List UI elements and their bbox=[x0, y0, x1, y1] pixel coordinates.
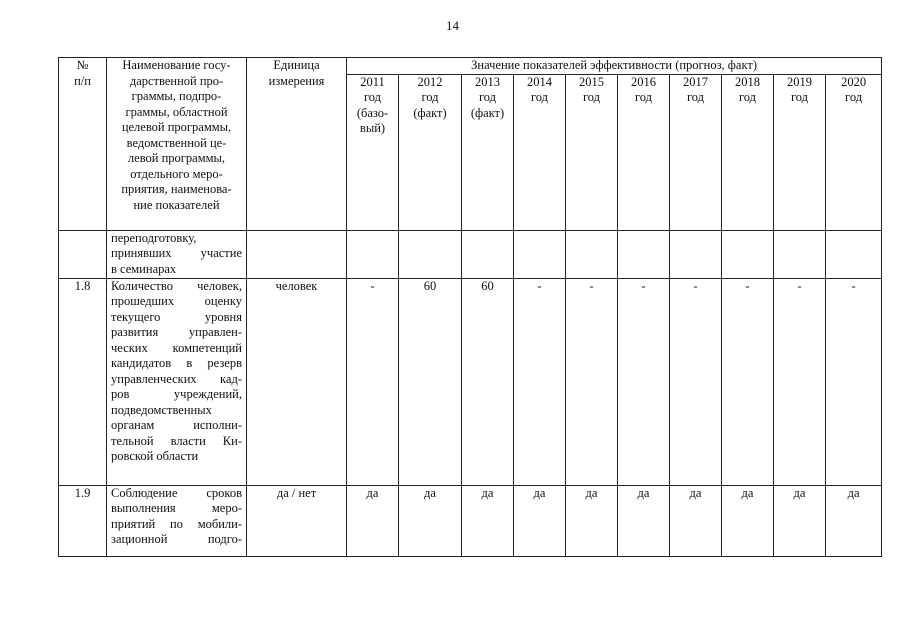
header-year-2014 bbox=[514, 74, 566, 230]
year-label: 2019 bbox=[787, 74, 812, 89]
header-name-line: граммы, подпро- bbox=[131, 89, 222, 103]
header-unit-cell bbox=[247, 58, 347, 231]
value-2015 bbox=[566, 230, 618, 278]
year-note: вый) bbox=[359, 121, 386, 135]
row-unit bbox=[247, 230, 347, 278]
header-name-line: дарственной про- bbox=[129, 73, 224, 88]
indicator-name-line: приятий по мобили- bbox=[111, 516, 242, 531]
header-year-2016 bbox=[618, 74, 670, 230]
year-label: 2015 bbox=[579, 74, 604, 89]
value-2015: да bbox=[566, 485, 618, 556]
value-2016: - bbox=[618, 278, 670, 485]
value-2012: 60 bbox=[399, 278, 462, 485]
year-note: год bbox=[790, 90, 809, 104]
header-num-line2: п/п bbox=[74, 73, 91, 88]
table-row bbox=[59, 230, 882, 278]
header-name-line: Наименование госу- bbox=[122, 58, 231, 72]
row-number: 1.9 bbox=[59, 485, 107, 556]
value-2019: - bbox=[774, 278, 826, 485]
header-num-line1: № bbox=[76, 58, 89, 72]
year-label: 2018 bbox=[735, 74, 760, 89]
value-2017: да bbox=[670, 485, 722, 556]
header-name-line: граммы, областной bbox=[125, 104, 228, 119]
header-row bbox=[59, 58, 882, 75]
value-2020: да bbox=[826, 485, 882, 556]
year-note: год bbox=[582, 90, 601, 104]
year-label: 2020 bbox=[841, 74, 867, 89]
header-year-2019 bbox=[774, 74, 826, 230]
value-2012 bbox=[399, 230, 462, 278]
row-indicator-name bbox=[107, 278, 247, 485]
indicator-name-line: органам исполни- bbox=[111, 418, 242, 432]
header-values-title: Значение показателей эффективности (прогноз, факт) bbox=[347, 58, 882, 75]
value-2020: - bbox=[826, 278, 882, 485]
value-2017: - bbox=[670, 278, 722, 485]
year-note: год bbox=[478, 90, 497, 104]
year-label: 2011 bbox=[360, 74, 385, 89]
value-2017 bbox=[670, 230, 722, 278]
year-note: год bbox=[686, 90, 705, 104]
header-name-line: левой программы, bbox=[127, 151, 226, 165]
header-unit-line1: Единица bbox=[273, 58, 320, 72]
indicator-name-line: подведомственных bbox=[111, 402, 212, 417]
year-note: год bbox=[634, 90, 653, 104]
row-indicator-name bbox=[107, 230, 247, 278]
row-number bbox=[59, 230, 107, 278]
row-number: 1.8 bbox=[59, 278, 107, 485]
indicator-name-line: развития управлен- bbox=[111, 325, 242, 339]
indicator-name-line: ровской области bbox=[111, 449, 199, 463]
value-2014 bbox=[514, 230, 566, 278]
header-year-2011 bbox=[347, 74, 399, 230]
page-number: 14 bbox=[446, 18, 459, 33]
value-2013 bbox=[462, 230, 514, 278]
value-2015: - bbox=[566, 278, 618, 485]
header-unit-line2: измерения bbox=[268, 73, 325, 88]
value-2018: - bbox=[722, 278, 774, 485]
header-name-cell bbox=[107, 58, 247, 231]
row-unit: человек bbox=[247, 278, 347, 485]
indicator-name-line: переподготовку, bbox=[111, 230, 197, 245]
year-label: 2016 bbox=[631, 74, 656, 89]
year-note: год bbox=[421, 90, 439, 104]
indicator-name-line: тельной власти Ки- bbox=[111, 433, 242, 448]
year-note: (базо- bbox=[356, 105, 389, 120]
indicator-name-line: прошедших оценку bbox=[111, 294, 242, 308]
indicator-name-line: кандидатов в резерв bbox=[111, 356, 242, 370]
indicator-name-line: Количество человек, bbox=[111, 278, 242, 293]
year-label: 2017 bbox=[683, 74, 708, 89]
value-2012: да bbox=[399, 485, 462, 556]
header-year-2015 bbox=[566, 74, 618, 230]
header-year-2012 bbox=[399, 74, 462, 230]
table-row bbox=[59, 278, 882, 485]
year-label: 2013 bbox=[475, 74, 500, 89]
indicator-name-line: Соблюдение сроков bbox=[111, 485, 242, 500]
value-2011: да bbox=[347, 485, 399, 556]
year-note: год bbox=[363, 90, 382, 104]
value-2011: - bbox=[347, 278, 399, 485]
indicator-name-line: зационной подго- bbox=[111, 532, 242, 546]
year-note: год bbox=[738, 90, 757, 104]
header-name-line: приятия, наименова- bbox=[121, 182, 232, 196]
indicator-name-line: ческих компетенций bbox=[111, 340, 242, 355]
indicators-table bbox=[58, 57, 882, 557]
value-2014: - bbox=[514, 278, 566, 485]
value-2013: 60 bbox=[462, 278, 514, 485]
value-2016 bbox=[618, 230, 670, 278]
table-row bbox=[59, 485, 882, 556]
row-indicator-name bbox=[107, 485, 247, 556]
year-note: (факт) bbox=[413, 105, 447, 120]
value-2018: да bbox=[722, 485, 774, 556]
value-2019: да bbox=[774, 485, 826, 556]
header-name-line: ние показателей bbox=[133, 197, 220, 212]
value-2018 bbox=[722, 230, 774, 278]
header-name-line: ведомственной це- bbox=[126, 135, 227, 150]
year-label: 2014 bbox=[527, 74, 552, 89]
indicator-name-line: принявших участие bbox=[111, 246, 242, 260]
header-num-cell bbox=[59, 58, 107, 231]
header-year-2013 bbox=[462, 74, 514, 230]
year-note: (факт) bbox=[470, 105, 505, 120]
value-2019 bbox=[774, 230, 826, 278]
indicator-name-line: текущего уровня bbox=[111, 309, 242, 324]
header-year-2018 bbox=[722, 74, 774, 230]
row-unit: да / нет bbox=[247, 485, 347, 556]
value-2011 bbox=[347, 230, 399, 278]
header-year-2020 bbox=[826, 74, 882, 230]
value-2013: да bbox=[462, 485, 514, 556]
header-name-line: целевой программы, bbox=[121, 120, 232, 134]
year-note: год bbox=[845, 90, 863, 104]
indicator-name-line: ров учреждений, bbox=[111, 387, 242, 401]
header-name-line: отдельного меро- bbox=[130, 166, 223, 181]
indicator-name-line: управленческих кад- bbox=[111, 371, 242, 386]
value-2020 bbox=[826, 230, 882, 278]
header-year-2017 bbox=[670, 74, 722, 230]
year-note: год bbox=[530, 90, 549, 104]
value-2016: да bbox=[618, 485, 670, 556]
value-2014: да bbox=[514, 485, 566, 556]
year-label: 2012 bbox=[417, 74, 443, 89]
indicator-name-line: выполнения меро- bbox=[111, 501, 242, 515]
indicator-name-line: в семинарах bbox=[111, 261, 177, 276]
